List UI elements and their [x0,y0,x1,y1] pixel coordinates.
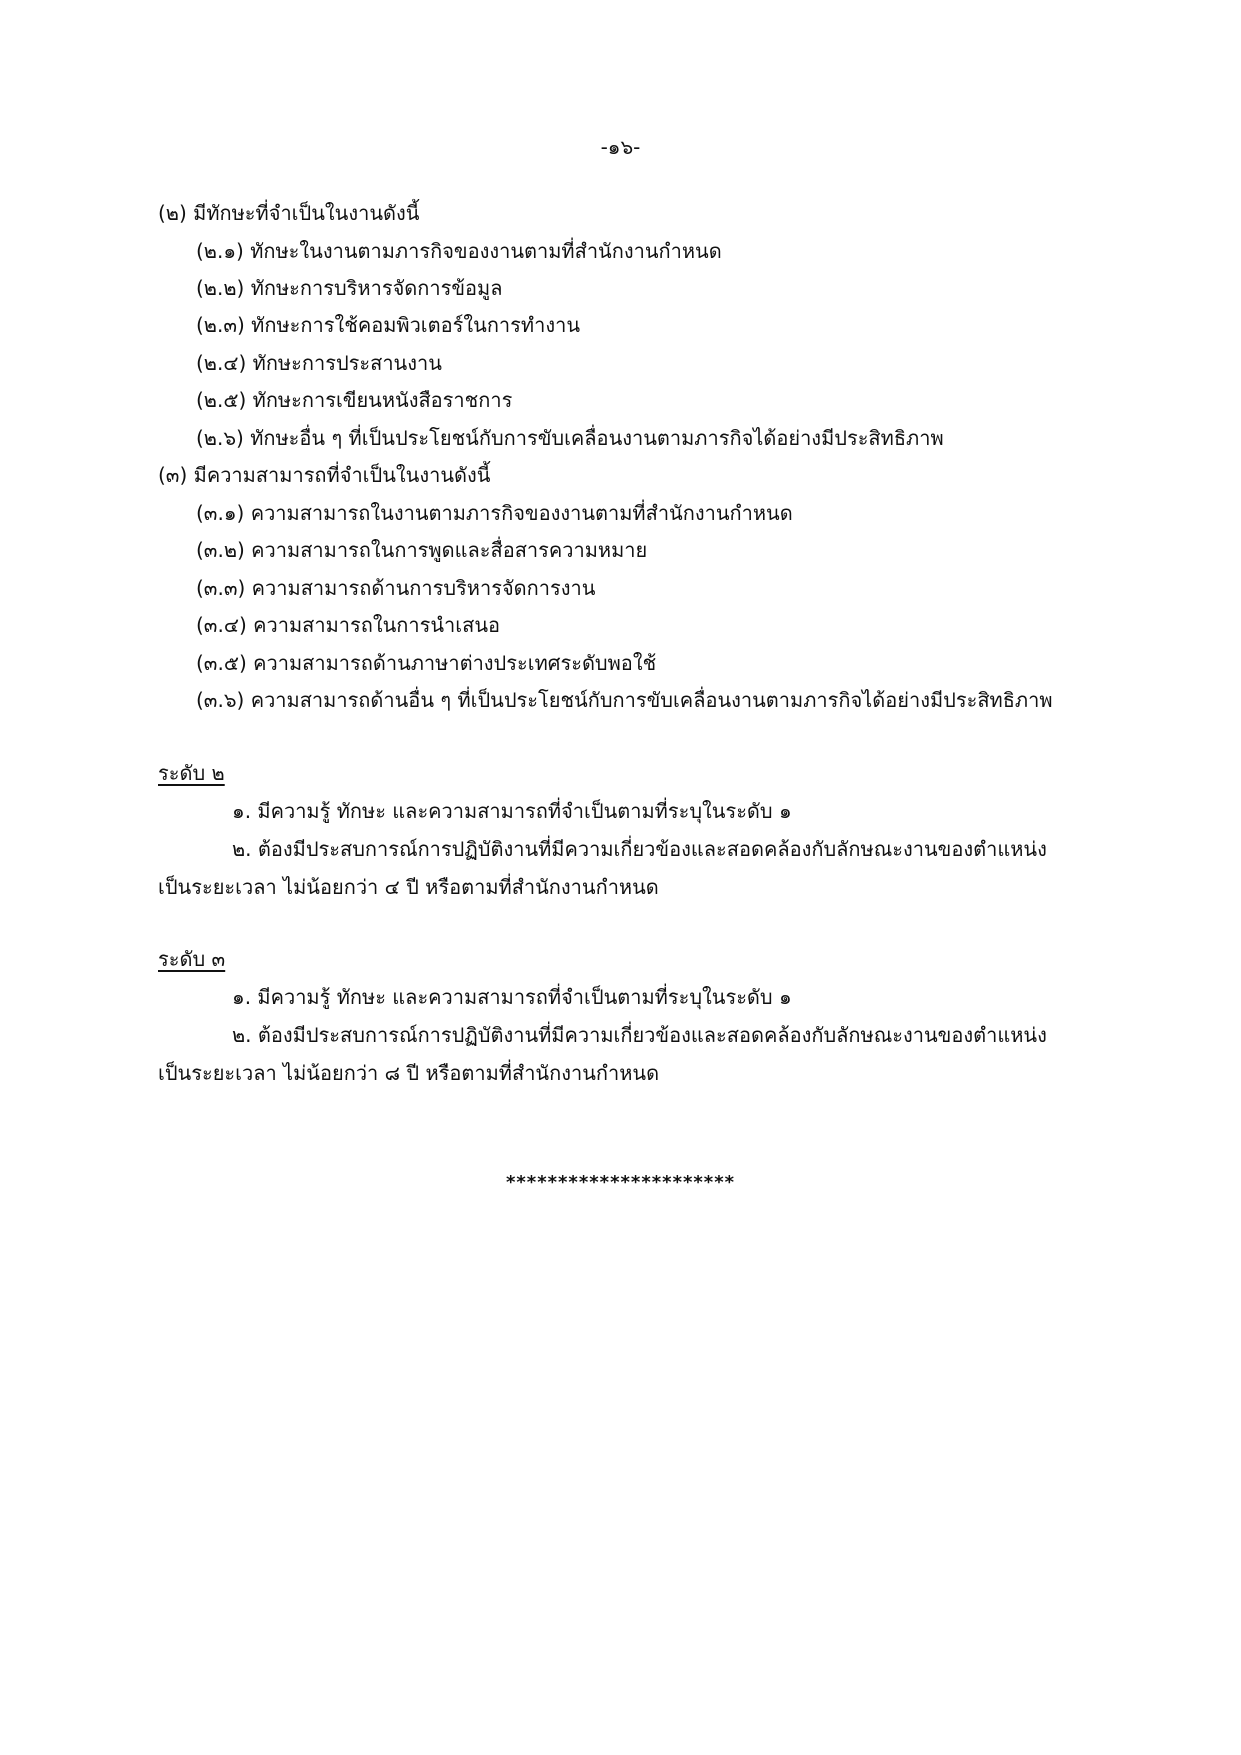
level-3-item-2-line-2: เป็นระยะเวลา ไม่น้อยกว่า ๘ ปี หรือตามที่สำนักงานกำหนด [158,1061,660,1085]
section-2-item: (๒.๑) ทักษะในงานตามภารกิจของงานตามที่สำนักงานกำหนด [196,239,722,263]
level-2-heading: ระดับ ๒ [158,761,225,785]
section-3-heading: (๓) มีความสามารถที่จำเป็นในงานดังนี้ [158,463,491,487]
section-2-item: (๒.๕) ทักษะการเขียนหนังสือราชการ [196,388,513,412]
page-number: -๑๖- [600,135,641,159]
section-2-item: (๒.๓) ทักษะการใช้คอมพิวเตอร์ในการทำงาน [196,313,580,337]
section-3-item: (๓.๒) ความสามารถในการพูดและสื่อสารความหมาย [196,538,648,562]
end-of-section-marker: ********************** [505,1172,736,1193]
section-2-item: (๒.๖) ทักษะอื่น ๆ ที่เป็นประโยชน์กับการขับเคลื่อนงานตามภารกิจได้อย่างมีประสิทธิภาพ [196,426,944,450]
section-2-heading: (๒) มีทักษะที่จำเป็นในงานดังนี้ [158,201,420,225]
level-2-item-1: ๑. มีความรู้ ทักษะ และความสามารถที่จำเป็นตามที่ระบุในระดับ ๑ [232,799,792,823]
section-3-item: (๓.๖) ความสามารถด้านอื่น ๆ ที่เป็นประโยชน์กับการขับเคลื่อนงานตามภารกิจได้อย่างมีประสิทธิภาพ [196,688,1053,712]
level-3-item-2-line-1: ๒. ต้องมีประสบการณ์การปฏิบัติงานที่มีความเกี่ยวข้องและสอดคล้องกับลักษณะงานของตำแหน่ง [232,1023,1047,1047]
level-3-heading: ระดับ ๓ [158,947,226,971]
section-3-item: (๓.๔) ความสามารถในการนำเสนอ [196,613,501,637]
section-3-item: (๓.๑) ความสามารถในงานตามภารกิจของงานตามที่สำนักงานกำหนด [196,501,793,525]
section-3-item: (๓.๓) ความสามารถด้านการบริหารจัดการงาน [196,576,596,600]
section-2-item: (๒.๔) ทักษะการประสานงาน [196,351,442,375]
section-3-item: (๓.๕) ความสามารถด้านภาษาต่างประเทศระดับพอใช้ [196,651,657,675]
level-2-item-2-line-2: เป็นระยะเวลา ไม่น้อยกว่า ๔ ปี หรือตามที่สำนักงานกำหนด [158,875,659,899]
level-3-item-1: ๑. มีความรู้ ทักษะ และความสามารถที่จำเป็นตามที่ระบุในระดับ ๑ [232,985,792,1009]
level-2-item-2-line-1: ๒. ต้องมีประสบการณ์การปฏิบัติงานที่มีความเกี่ยวข้องและสอดคล้องกับลักษณะงานของตำแหน่ง [232,837,1047,861]
section-2-item: (๒.๒) ทักษะการบริหารจัดการข้อมูล [196,276,503,300]
